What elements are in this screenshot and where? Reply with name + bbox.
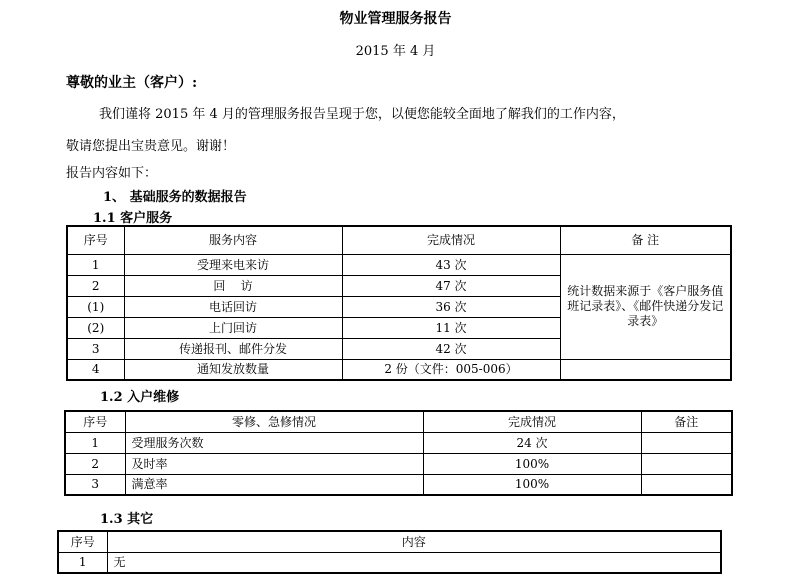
table-cell: 回 访 — [124, 275, 342, 296]
header-cell: 序号 — [65, 411, 125, 432]
section-1-3-title: 1.3 其它 — [100, 512, 154, 527]
contents-label: 报告内容如下： — [66, 166, 158, 181]
header-cell: 零修、急修情况 — [125, 411, 423, 432]
table-cell: 24 次 — [423, 432, 641, 453]
header-cell: 完成情况 — [342, 226, 560, 254]
header-cell: 备 注 — [560, 226, 731, 254]
table-row — [67, 254, 731, 275]
table-cell: 47 次 — [342, 275, 560, 296]
repair-table — [64, 410, 733, 496]
table-cell: 36 次 — [342, 296, 560, 317]
table-cell: 1 — [58, 552, 107, 573]
page-title: 物业管理服务报告 — [339, 11, 452, 27]
table-row — [67, 359, 731, 380]
table-row — [65, 474, 732, 495]
salutation: 尊敬的业主（客户）: — [66, 75, 198, 91]
table-row — [65, 432, 732, 453]
table-cell: 2 — [65, 453, 125, 474]
section-1-1-title: 1.1 客户服务 — [93, 211, 173, 226]
table-cell: 100% — [423, 453, 641, 474]
other-table — [57, 530, 722, 574]
header-cell: 服务内容 — [124, 226, 342, 254]
header-cell: 备注 — [641, 411, 732, 432]
table-cell: 传递报刊、邮件分发 — [124, 338, 342, 359]
table-row — [58, 552, 721, 573]
table-cell: 11 次 — [342, 317, 560, 338]
intro-line-1: 我们谨将 2015 年 4 月的管理服务报告呈现于您，以便您能较全面地了解我们的工作内容， — [99, 107, 625, 122]
section-1-2-title: 1.2 入户维修 — [100, 390, 180, 405]
table-cell: 电话回访 — [124, 296, 342, 317]
section-1-title: 1、 基础服务的数据报告 — [103, 190, 247, 205]
table-cell — [641, 474, 732, 495]
table-cell: 2 份（文件：005-006） — [342, 359, 560, 380]
table-cell: 及时率 — [125, 453, 423, 474]
table-cell: 3 — [65, 474, 125, 495]
table-cell: 3 — [67, 338, 124, 359]
table-cell: 1 — [67, 254, 124, 275]
table-cell: 受理服务次数 — [125, 432, 423, 453]
table-cell: 100% — [423, 474, 641, 495]
table-cell: 受理来电来访 — [124, 254, 342, 275]
table-cell: (1) — [67, 296, 124, 317]
header-cell: 内容 — [107, 531, 721, 552]
table-cell: 满意率 — [125, 474, 423, 495]
table-cell: 42 次 — [342, 338, 560, 359]
table-note: 统计数据来源于《客户服务值班记录表》、《邮件快递分发记录表》 — [560, 254, 731, 359]
table-row — [65, 453, 732, 474]
header-cell: 完成情况 — [423, 411, 641, 432]
table-cell: 4 — [67, 359, 124, 380]
table-cell: (2) — [67, 317, 124, 338]
table-cell — [560, 359, 731, 380]
intro-line-2: 敬请您提出宝贵意见。谢谢！ — [66, 139, 236, 154]
report-date: 2015 年 4 月 — [355, 44, 436, 59]
table-cell — [641, 453, 732, 474]
header-cell: 序号 — [58, 531, 107, 552]
customer-service-table — [66, 225, 732, 381]
table-cell — [641, 432, 732, 453]
table-cell: 通知发放数量 — [124, 359, 342, 380]
table-cell: 无 — [107, 552, 721, 573]
table-cell: 43 次 — [342, 254, 560, 275]
table-cell: 上门回访 — [124, 317, 342, 338]
table-cell: 2 — [67, 275, 124, 296]
header-cell: 序号 — [67, 226, 124, 254]
table-cell: 1 — [65, 432, 125, 453]
